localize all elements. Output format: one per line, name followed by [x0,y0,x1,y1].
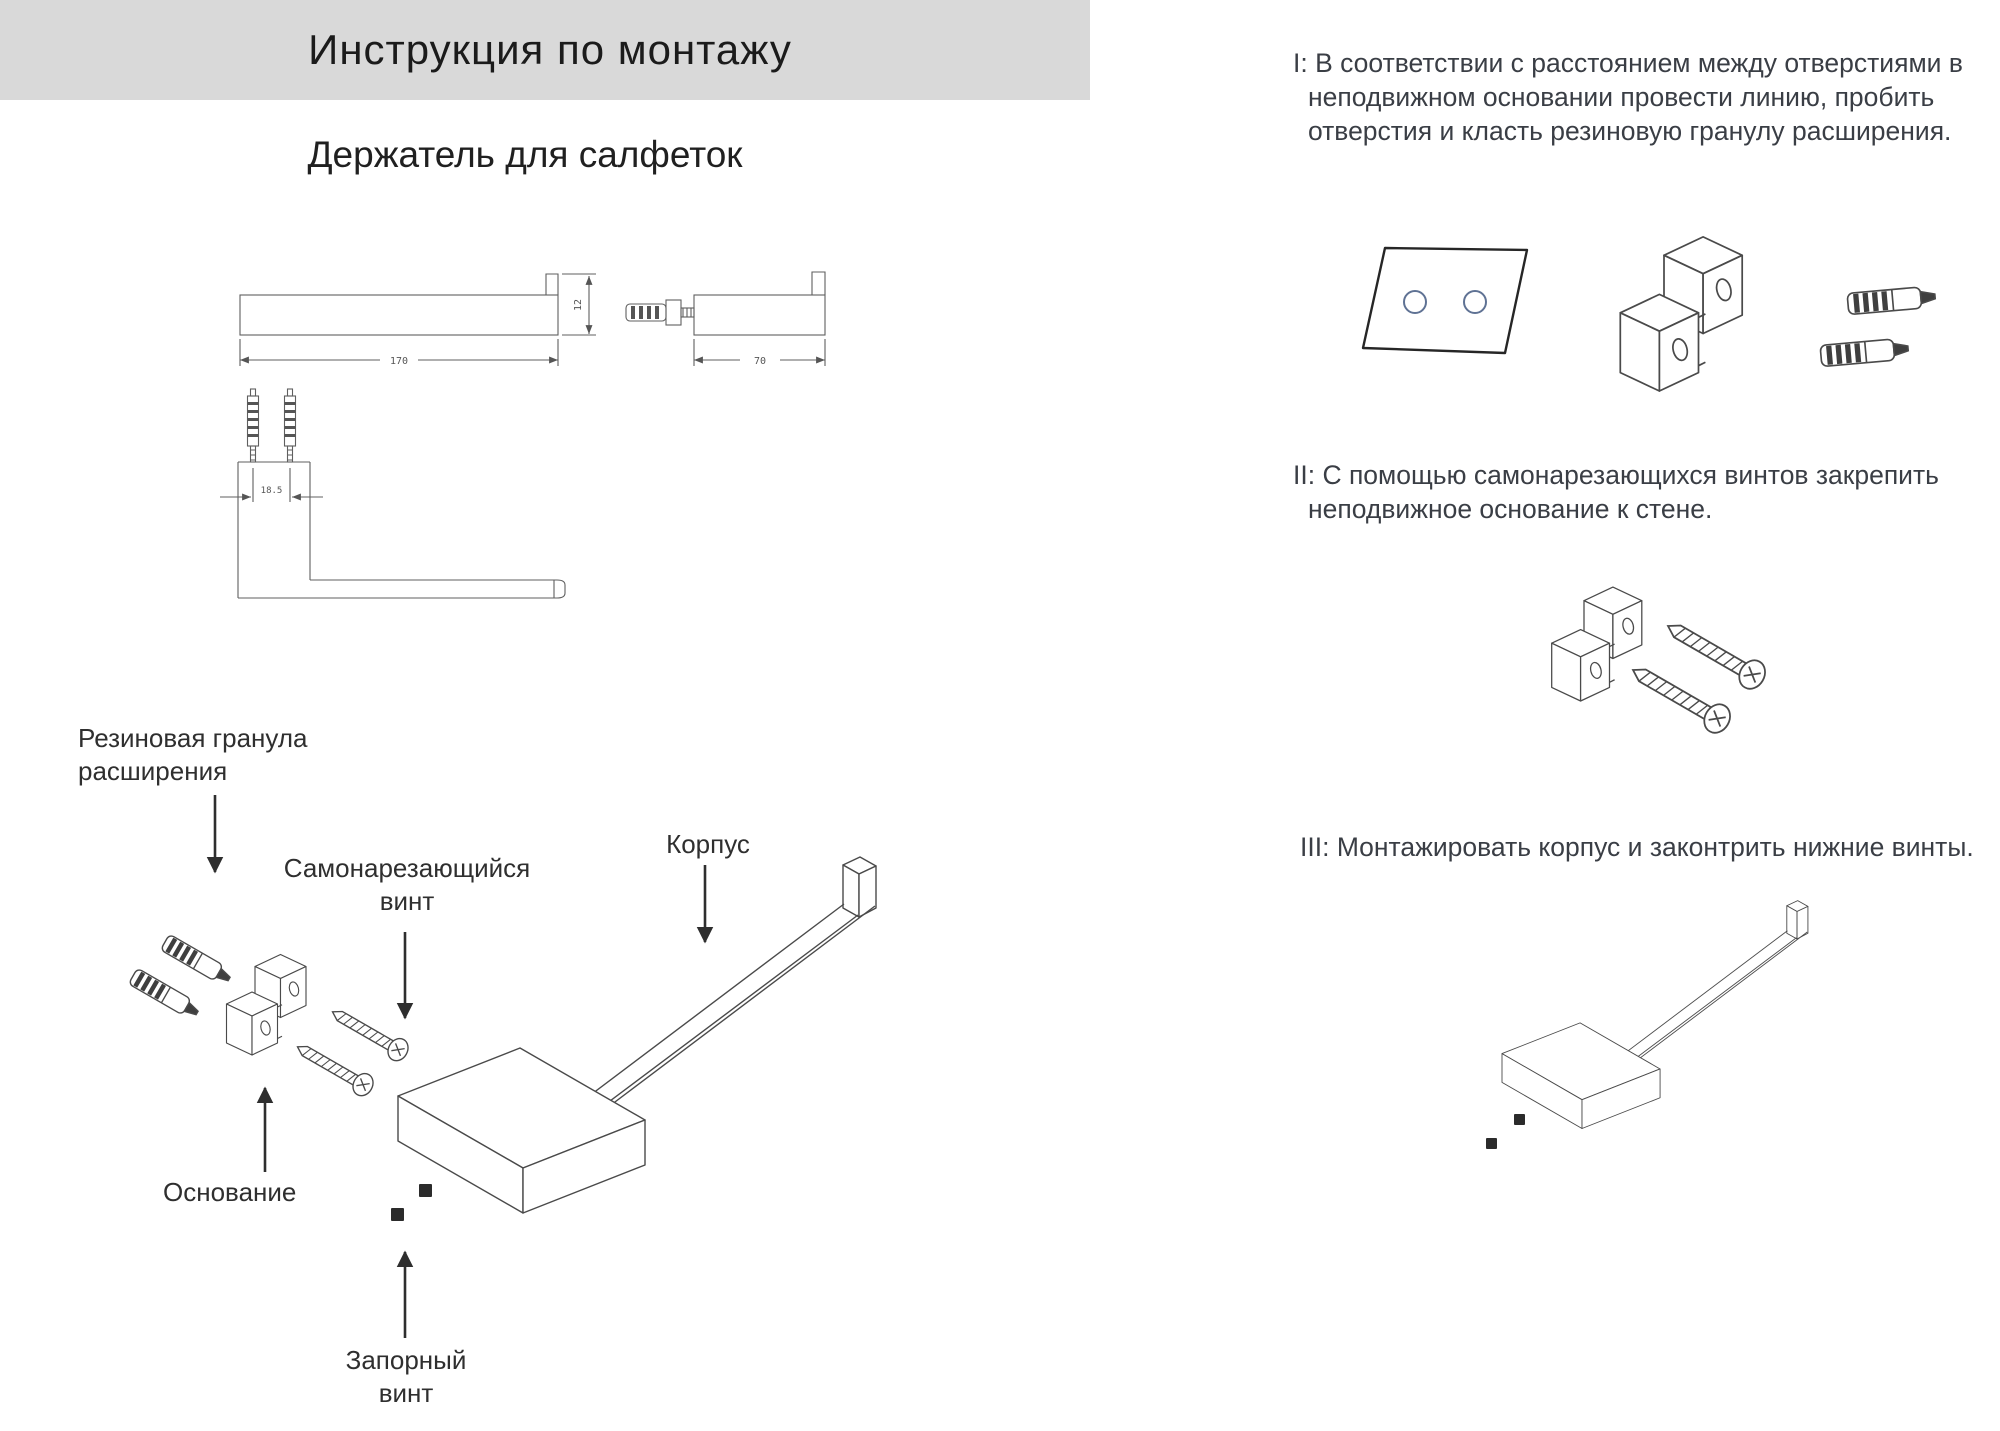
dim-hole-spacing-label: 18.5 [260,486,283,496]
base-block-illustration [227,955,307,1056]
expansion-plug-illustration [1820,338,1909,367]
step-1-text: I: В соответствии с расстоянием между отверстиями в неподвижном основании провести линию, пробить отверстия и класть резиновую гранулу расширения. [1293,48,1963,146]
anchor-top-icon [248,389,259,462]
lock-screw-square [391,1208,404,1221]
side-view-drawing [240,274,596,367]
dim-height-label: 12 [573,298,584,312]
label-self-tapping-screw: Самонарезающийся винт [283,853,531,916]
product-subtitle: Держатель для салфеток [307,134,743,175]
step-1-illustration [1340,220,1970,420]
label-base: Основание [163,1177,297,1207]
screw-illustration [292,1037,377,1100]
label-lock-screw: Запорный винт [345,1345,467,1408]
end-view-drawing [626,272,825,367]
screw-illustration [327,1002,412,1065]
page-title: Инструкция по монтажу [308,26,792,73]
holder-body-illustration [1502,901,1808,1129]
screw-illustration [1661,613,1771,693]
step-2-text: II: С помощью самонарезающихся винтов закрепить неподвижное основание к стене. [1293,460,1939,524]
dim-length-label: 170 [389,356,409,367]
technical-drawing [150,250,950,630]
base-block-illustration [1552,587,1642,701]
lock-screw-square [419,1184,432,1197]
wall-template [1363,248,1527,353]
lock-screw-square [1486,1138,1497,1149]
lock-screw-square [1514,1114,1525,1125]
base-block-illustration [1620,237,1742,391]
anchor-screw-icon [626,300,694,325]
step-3-illustration [1450,880,1860,1180]
label-body: Корпус [666,829,750,859]
expansion-plug-illustration [161,934,234,987]
dim-width-label: 70 [753,356,767,367]
anchor-top-icon [285,389,296,462]
step-2-illustration [1500,560,1830,770]
label-expansion-plug: Резиновая гранула расширения [78,723,308,786]
top-view-drawing [220,389,565,598]
expansion-plug-illustration [1847,286,1936,315]
step-3-text: III: Монтажировать корпус и законтрить нижние винты. [1300,832,1974,862]
screw-illustration [1626,657,1736,737]
expansion-plug-illustration [129,968,202,1021]
